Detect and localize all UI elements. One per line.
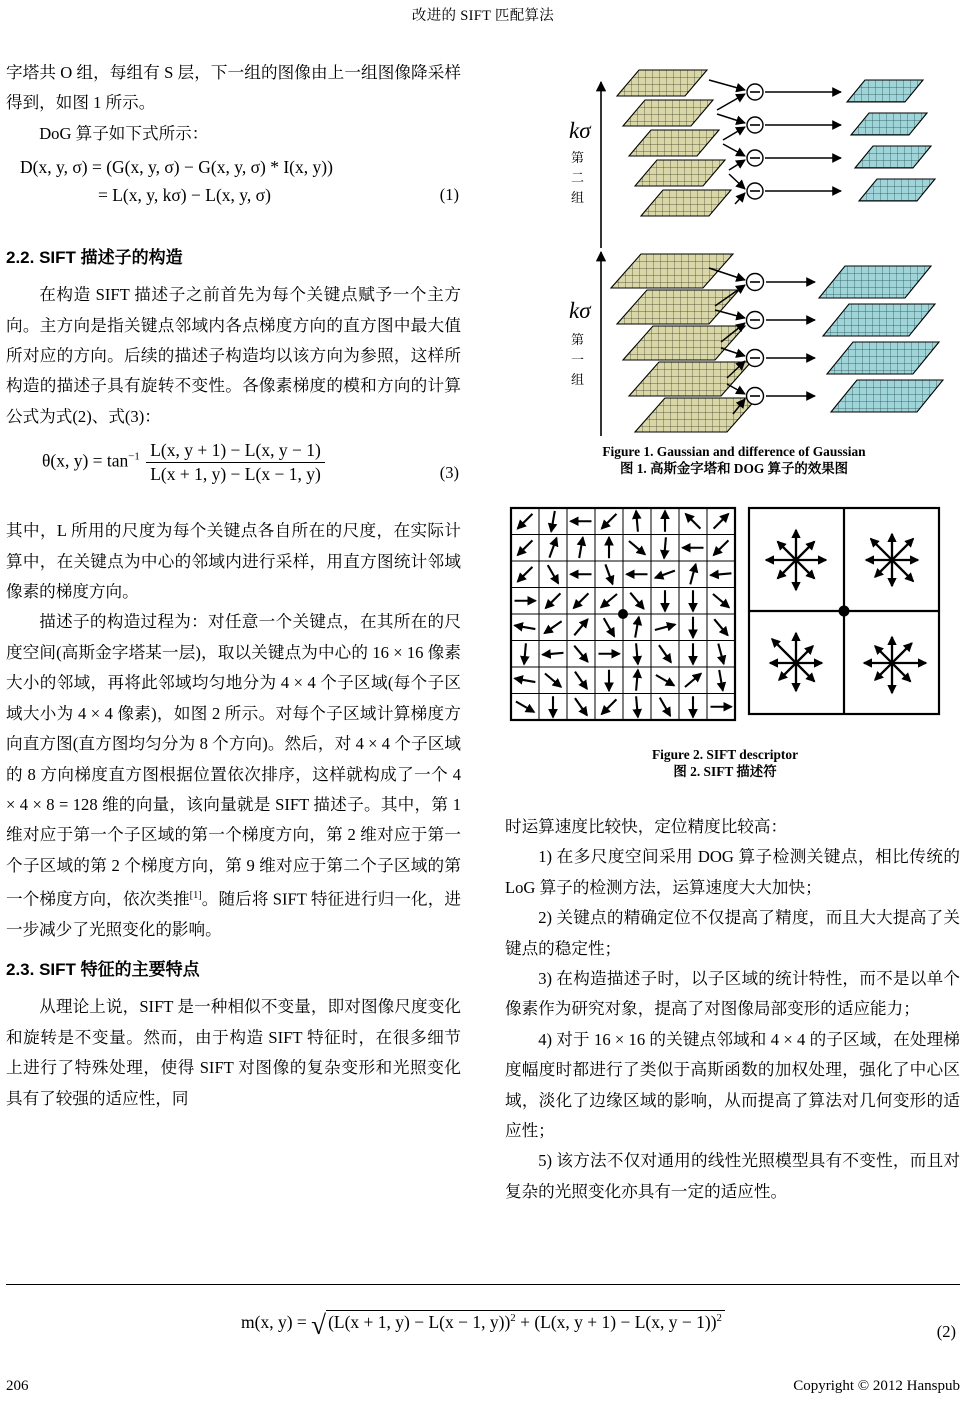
keypoint-marker-left (618, 609, 628, 619)
figure-1-gaussian-pyramid (505, 58, 963, 440)
figure1-label-ksigma-top: kσ (569, 118, 591, 143)
eq2-term-b-exponent: 2 (716, 1312, 722, 1325)
paragraph-descriptor-construction-text: 描述子的构造过程为：对任意一个关键点，在其所在的尺度空间(高斯金字塔某一层)，取以关键点为中心的 16 × 16 像素大小的邻域，再将此邻域均匀地分为 4 × 4 个子区域(每个子区域大小为 4 × 4 像素)，如图 2 所示。对每个子区域计算梯度方向直方图(直方图均匀分为 8 个方向)。然后，对 4 × 4 个子区域的 8 方向梯度直方图根据位置依次排序，这样就构成了一个 4 × 4 × 8 = 128 维的向量，该向量就是 SIFT 描述子。其中，第 1 维对应于第一个子区域的第一个梯度方向，第 2 维对应于第一个子区域的第 2 个梯度方向，第 9 维对应于第二个子区域的第一个梯度方向，依次类推 (6, 612, 461, 909)
figure-1-caption-en: Figure 1. Gaussian and difference of Gaussian (602, 444, 866, 459)
keypoint-marker-right (839, 606, 850, 617)
eq3-exponent: −1 (128, 450, 140, 463)
figure1-label-group-bottom-c3: 组 (571, 372, 585, 387)
right-column (505, 812, 960, 1207)
eq2-lhs: m(x, y) = (241, 1312, 307, 1332)
list-item-3: 3) 在构造描述子时，以子区域的统计特性，而不是以单个像素作为研究对象，提高了对图像局部变形的适应能力； (505, 969, 960, 1019)
heading-2-3: 2.3. SIFT 特征的主要特点 (6, 960, 200, 980)
paragraph-descriptor-orientation: 在构造 SIFT 描述子之前首先为每个关键点赋予一个主方向。主方向是指关键点邻域内各点梯度方向的直方图中最大值所对应的方向。后续的描述子构造均以该方向为参照，这样所构造的描述子具有旋转不变性。各像素梯度的模和方向的计算公式为式(2)、式(3)： (6, 285, 461, 426)
copyright-notice: Copyright © 2012 Hanspub (793, 1378, 960, 1394)
list-item-5: 5) 该方法不仅对通用的线性光照模型具有不变性，而且对复杂的光照变化亦具有一定的适应性。 (505, 1151, 960, 1201)
figure-2-svg (505, 496, 945, 724)
eq2-term-b: (L(x, y + 1) − L(x, y − 1)) (534, 1312, 717, 1332)
eq2-term-a-exponent: 2 (510, 1312, 516, 1325)
figure1-label-group-top-c3: 组 (571, 190, 585, 205)
page-number: 206 (6, 1378, 29, 1394)
equation-3-number: (3) (439, 463, 459, 483)
figure-2-caption (505, 746, 945, 780)
eq3-lhs: θ(x, y) = tan (42, 450, 129, 471)
difference-operator-bottom (747, 274, 764, 405)
paragraph-speed-lead: 时运算速度比较快，定位精度比较高： (505, 817, 788, 836)
figure-2-caption-cn: 图 2. SIFT 描述符 (673, 764, 777, 779)
figure1-label-ksigma-bottom: kσ (569, 298, 591, 323)
paragraph-continuation: 字塔共 O 组，每组有 S 层，下一组的图像由上一组图像降采样得到，如图 1 所示。 (6, 63, 461, 113)
figure1-label-group-top-c2: 二 (571, 170, 585, 185)
equation-1-number: (1) (439, 185, 459, 205)
eq1-rhs: = (G(x, y, σ) − G(x, y, σ) * I(x, y)) (91, 157, 333, 178)
equation-1-line-1 (6, 157, 461, 178)
eq3-numerator: L(x, y + 1) − L(x, y − 1) (146, 440, 325, 463)
figure1-label-group-bottom-c2: 一 (571, 352, 585, 367)
eq3-denominator: L(x + 1, y) − L(x − 1, y) (150, 464, 321, 485)
equation-1-line-2: = L(x, y, kσ) − L(x, y, σ) (98, 185, 271, 206)
paragraph-descriptor-construction-tail: 。随后将 SIFT 特征进行归一化，进一步减少了光照变化的影响。 (6, 889, 462, 940)
heading-2-2: 2.2. SIFT 描述子的构造 (6, 248, 183, 268)
list-item-2: 2) 关键点的精确定位不仅提高了精度，而且大大提高了关键点的稳定性； (505, 908, 960, 958)
paragraph-dog-intro: DoG 算子如下式所示： (39, 123, 209, 143)
eq2-radicand (326, 1310, 725, 1333)
equation-2-body: m(x, y) = √ (L(x + 1, y) − L(x − 1, y))$^2$ + (L(x, y + 1) − L(x, y − 1))$^2$ (6, 1300, 960, 1333)
figure1-group-top (569, 70, 935, 248)
figure-1-caption (505, 443, 963, 477)
figure1-group-bottom (569, 252, 943, 436)
paragraph-sift-features: 从理论上说，SIFT 是一种相似不变量，即对图像尺度变化和旋转是不变量。然而，由于构造 SIFT 特征时，在很多细节上进行了特殊处理，使得 SIFT 对图像的复杂变形和光照变化具有了较强的适应性，同 (6, 997, 461, 1108)
running-head: 改进的 SIFT 匹配算法 (411, 8, 555, 24)
gradient-grid-panel (511, 508, 735, 720)
equation-1 (6, 157, 461, 233)
eq3-fraction (146, 440, 325, 485)
dog-layer-stack-bottom (819, 266, 943, 412)
dog-layer-stack-top (847, 80, 935, 201)
descriptor-quadrant-panel (749, 508, 939, 714)
citation-ref-1: [1] (189, 890, 202, 902)
equation-2 (6, 1300, 960, 1360)
paragraph-scale-note: 其中，L 所用的尺度为每个关键点各自所在的尺度，在实际计算中，在关键点为中心的邻域内进行采样，用直方图统计邻域像素的梯度方向。 (6, 521, 461, 602)
difference-operator-top (747, 84, 763, 199)
gaussian-layer-stack-bottom (611, 254, 757, 432)
bottom-separator-rule (6, 1284, 960, 1285)
equation-2-number: (2) (936, 1322, 956, 1341)
figure1-label-group-top-c1: 第 (571, 150, 585, 165)
gaussian-layer-stack-top (617, 70, 731, 216)
figure-1-svg (505, 58, 963, 440)
eq2-plus: + (520, 1312, 530, 1332)
equation-3-body (6, 440, 461, 485)
figure1-label-group-bottom-c1: 第 (571, 332, 585, 347)
left-column (6, 58, 461, 1114)
eq1-lhs: D(x, y, σ) (20, 157, 88, 178)
figure-2-caption-en: Figure 2. SIFT descriptor (651, 747, 799, 762)
figure-2-sift-descriptor (505, 496, 945, 724)
eq2-term-a: (L(x + 1, y) − L(x − 1, y)) (328, 1312, 511, 1332)
figure-1-caption-cn: 图 1. 高斯金字塔和 DOG 算子的效果图 (619, 461, 848, 476)
paragraph-descriptor-construction (6, 607, 461, 945)
equation-3 (6, 440, 461, 506)
list-item-4: 4) 对于 16 × 16 的关键点邻域和 4 × 4 的子区域，在处理梯度幅度时都进行了类似于高斯函数的加权处理，强化了中心区域，淡化了边缘区域的影响，从而提高了算法对几何变形的适应性； (505, 1029, 960, 1141)
list-item-1: 1) 在多尺度空间采用 DOG 算子检测关键点，相比传统的 LoG 算子的检测方法，运算速度大大加快； (505, 847, 960, 897)
